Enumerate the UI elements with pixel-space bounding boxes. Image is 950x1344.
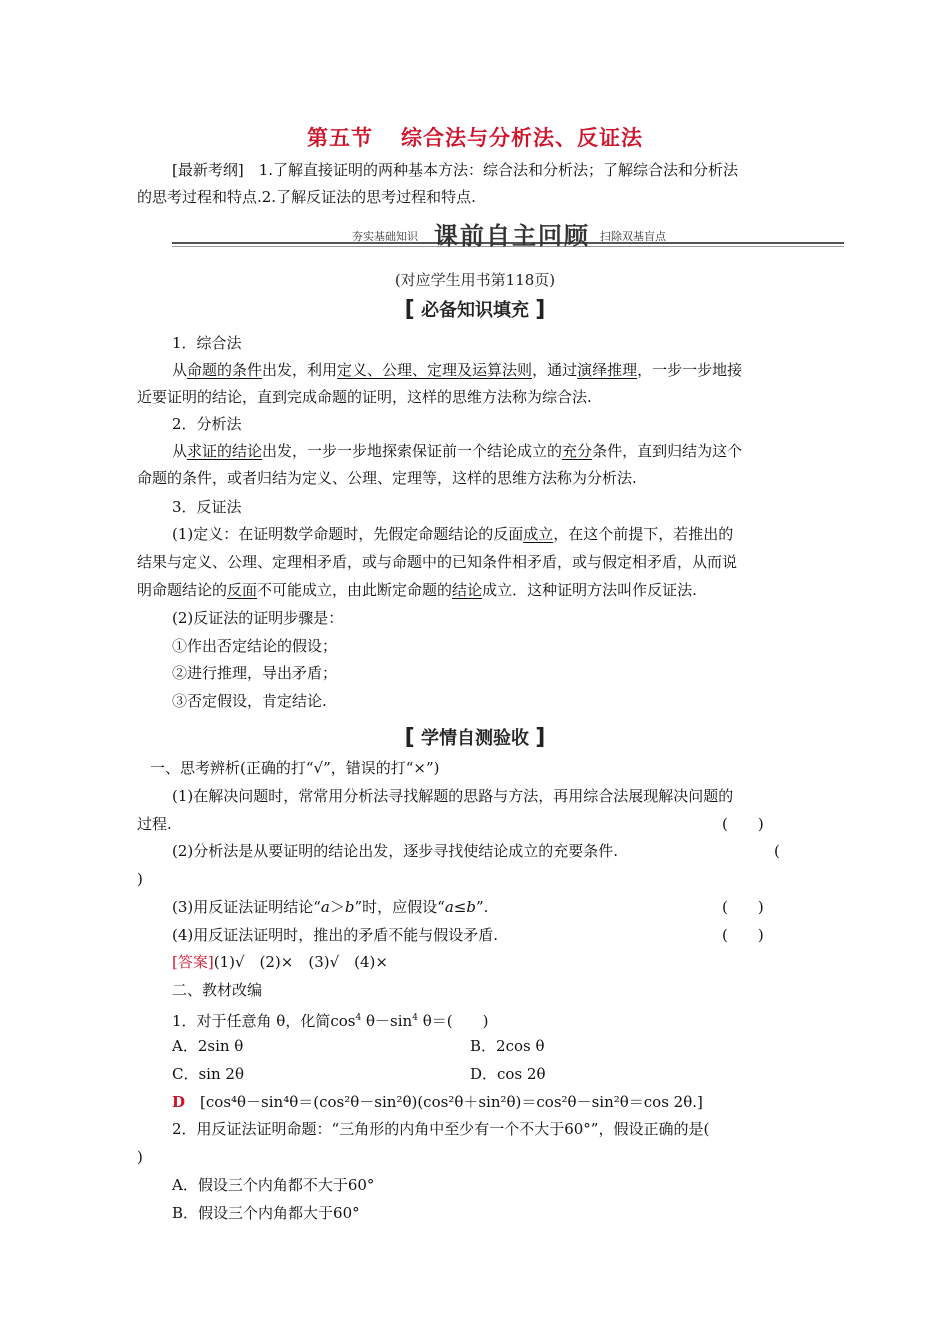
analytic-line-1: 从求证的结论出发，一步一步地探索保证前一个结论成立的充分条件，直到归结为这个	[172, 442, 743, 460]
syllabus-line-2: 的思考过程和特点.2.了解反证法的思考过程和特点.	[137, 188, 476, 206]
analytic-heading: 2．分析法	[172, 415, 242, 433]
syllabus-line-1: [最新考纲] 1.了解直接证明的两种基本方法：综合法和分析法；了解综合法和分析法	[172, 161, 739, 179]
banner-left: 夯实基础知识	[352, 230, 418, 243]
answer-blank-2-open: (	[774, 842, 780, 860]
mc-q1-explanation: [cos⁴θ－sin⁴θ＝(cos²θ－sin²θ)(cos²θ＋sin²θ)＝cos²θ－sin²θ＝cos 2θ.]	[200, 1093, 703, 1111]
section-heading-knowledge: [ 必备知识填充 ]	[404, 297, 546, 322]
step-1: ①作出否定结论的假设；	[172, 637, 338, 655]
section-number: 第五节	[307, 126, 373, 150]
answer-tag: [答案]	[172, 953, 214, 971]
mc-q2-stem-close: )	[137, 1148, 143, 1166]
synthetic-line-2: 近要证明的结论，直到完成命题的证明，这样的思维方法称为综合法.	[137, 388, 592, 406]
analytic-line-2: 命题的条件，或者归结为定义、公理、定理等，这样的思维方法称为分析法.	[137, 469, 637, 487]
contradiction-heading: 3．反证法	[172, 498, 242, 516]
mc-q2-stem: 2．用反证法证明命题：“三角形的内角中至少有一个不大于60°”，假设正确的是(	[172, 1120, 710, 1138]
contradiction-def-1: (1)定义：在证明数学命题时，先假定命题结论的反面成立，在这个前提下，若推出的	[172, 525, 734, 543]
steps-title: (2)反证法的证明步骤是：	[172, 609, 344, 627]
part2-heading: 二、教材改编	[172, 981, 263, 999]
banner-right: 扫除双基盲点	[600, 230, 666, 243]
mc-q1-solution	[172, 1092, 703, 1112]
mc-q2-option-a: A．假设三个内角都不大于60°	[172, 1176, 375, 1194]
mc-q2-option-b: B．假设三个内角都大于60°	[172, 1204, 360, 1222]
page-title	[0, 122, 950, 152]
answer-blank-2-close: )	[137, 870, 143, 888]
judge-q1-line2: 过程.	[137, 815, 172, 833]
step-2: ②进行推理，导出矛盾；	[172, 664, 338, 682]
mc-q1-stem: 1．对于任意角 θ，化简$\cos^4 \theta-\sin^4$ θ＝( )	[172, 1012, 489, 1030]
contradiction-def-3: 明命题结论的反面不可能成立，由此断定命题的结论成立．这种证明方法叫作反证法.	[137, 581, 697, 599]
step-3: ③否定假设，肯定结论.	[172, 692, 327, 710]
judge-q1-line1: (1)在解决问题时，常常用分析法寻找解题的思路与方法，再用综合法展现解决问题的	[172, 787, 734, 805]
synthetic-heading: 1．综合法	[172, 334, 242, 352]
mc-q1-option-b: B．2cos θ	[470, 1037, 545, 1055]
judge-q3: (3)用反证法证明结论“a＞b”时，应假设“a≤b”.	[172, 898, 489, 916]
page-reference: (对应学生用书第118页)	[394, 271, 556, 289]
answer-values: (1)√ (2)× (3)√ (4)×	[213, 953, 388, 971]
banner-main: 课前自主回顾	[434, 222, 590, 250]
section-name: 综合法与分析法、反证法	[401, 126, 643, 150]
part1-heading: 一、思考辨析(正确的打“√”，错误的打“×”)	[150, 759, 440, 777]
judge-q2: (2)分析法是从要证明的结论出发，逐步寻找使结论成立的充要条件.	[172, 842, 619, 860]
mc-q1-option-c: C．sin 2θ	[172, 1065, 244, 1083]
judge-q4: (4)用反证法证明时，推出的矛盾不能与假设矛盾.	[172, 926, 499, 944]
section-banner	[172, 214, 844, 250]
syllabus-tag: [最新考纲]	[172, 161, 244, 179]
answer-blank-1: ( )	[722, 815, 764, 833]
mc-q1-option-a: A．2sin θ	[172, 1037, 244, 1055]
answer-blank-3: ( )	[722, 898, 764, 916]
section-heading-selftest: [ 学情自测验收 ]	[404, 725, 546, 750]
synthetic-line-1: 从命题的条件出发，利用定义、公理、定理及运算法则，通过演绎推理，一步一步地接	[172, 361, 743, 379]
mc-q1-key: D	[172, 1093, 186, 1111]
answer-line	[172, 952, 388, 972]
answer-blank-4: ( )	[722, 926, 764, 944]
contradiction-def-2: 结果与定义、公理、定理相矛盾，或与命题中的已知条件相矛盾，或与假定相矛盾，从而说	[137, 553, 738, 571]
mc-q1-option-d: D．cos 2θ	[470, 1065, 546, 1083]
